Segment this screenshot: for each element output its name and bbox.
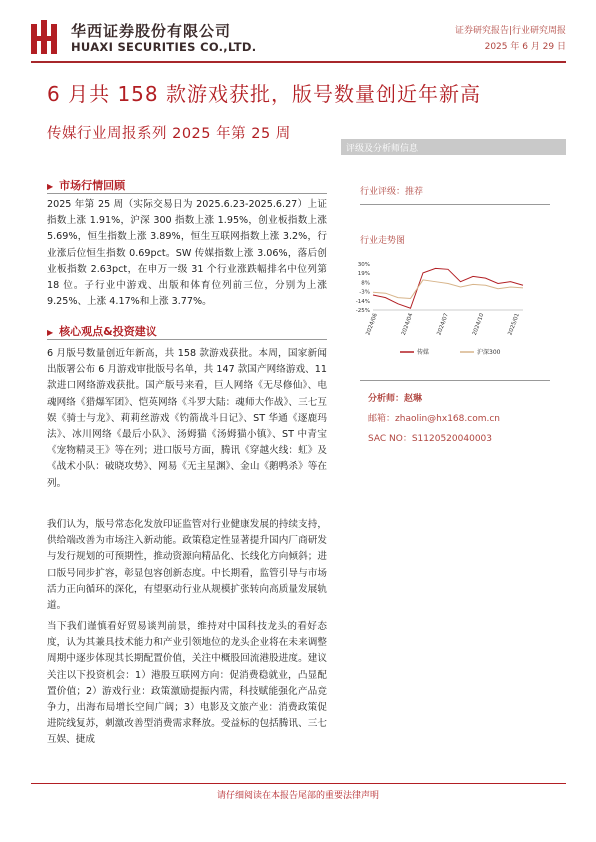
core-paragraph-2: 我们认为，版号常态化发放印证监管对行业健康发展的持续支持，供给端改善为市场注入新动能。政策稳定性显著提升国内厂商研发与发行规划的可预期性，推动资源向精品化、长线化方向倾斜；进口版号同步扩容，彰显包容创新态度。中长期看，监管引导与市场活力正向循环的深化，有望驱动行业从规模扩张转向高质量发展轨道。 [47, 519, 327, 612]
x-tick-label: 2025/01 [507, 312, 521, 337]
huaxi-logo-icon [31, 20, 63, 56]
core-paragraph-3: 当下我们谨慎看好贸易谈判前景，维持对中国科技龙头的看好态度，认为其兼具技术能力和产业引领地位的龙头企业将在未来调整周期中逐步体现其长期配置价值，关注中概股回流港股进度。建议关注以下投资机会：1）港股互联网方向：促消费稳就业，凸显配置价值；2）游戏行业：政策激励提振内需，科技赋能强化产品竞争力，出海布局增长空间广阔；3）电影及文旅产业：消费政策促进院线复苏，刺激改善型消费需求释放。受益标的包括腾讯、三七互娱、捷成 [47, 621, 327, 746]
section-heading-core: ▶ 核心观点&投资建议 [47, 325, 157, 338]
sac-value: S1120520040003 [411, 434, 492, 444]
market-review-paragraph: 2025 年第 25 周（实际交易日为 2025.6.23-2025.6.27）上证指数上涨 1.91%，沪深 300 指数上涨 1.95%，创业板指数上涨 5.69%，恒生指数上涨 3.89%，恒生互联网指数上涨 3.2%，行业涨后位恒生指数 0.69pct。SW 传媒指数上涨 3.06%，落后创业板指数 2.63pct，在申万一级 31 个行业涨跌幅排名中位列第 18 位。子行业中游戏、出版和体育位列前三位，分别为上涨 9.25%、上涨 4.17%和上涨 3.77%。 [47, 199, 327, 308]
sidebar-header-bar [341, 139, 566, 155]
triangle-bullet-icon: ▶ [47, 182, 54, 191]
section-divider [47, 193, 327, 194]
x-tick-label: 2024/06 [365, 312, 379, 337]
core-paragraph-1: 6 月版号数量创近年新高，共 158 款游戏获批。本周，国家新闻出版署公布 6 月游戏审批版号名单，共 147 款国产网络游戏、11 款进口网络游戏获批。国产版号来看，巨人网络《无尽修仙》、电魂网络《猎爆军团》、恺英网络《斗罗大陆：魂师大作战》、三七互娱《骑士与龙》、莉莉丝游戏《钓箭战斗日记》、ST 华通《逐鹿玛法》、冰川网络《最后小队》、汤姆猫《汤姆猫小镇》、ST 中青宝《宠物精灵王》等在列；进口版号方面，腾讯《穿越火线：虹》及《战术小队：破晓攻势》、网易《无主星渊》、金山《鹅鸭杀》等在列。 [47, 348, 327, 489]
y-tick-label: -14% [355, 298, 370, 305]
trend-chart-label: 行业走势图 [360, 236, 406, 246]
legal-disclaimer: 请仔细阅读在本报告尾部的重要法律声明 [216, 791, 379, 801]
analyst-label: 分析师： [368, 394, 405, 404]
x-tick-label: 2024/07 [436, 312, 450, 337]
report-title: 6 月共 158 款游戏获批，版号数量创近年新高 [47, 82, 481, 106]
company-name-en: HUAXI SECURITIES CO.,LTD. [71, 40, 257, 54]
report-date: 2025 年 6 月 29 日 [484, 42, 566, 52]
sac-row [368, 431, 492, 444]
footer-divider [31, 783, 566, 784]
sidebar-header-title: 评级及分析师信息 [346, 144, 419, 154]
industry-trend-chart [345, 258, 535, 363]
x-tick-label: 2024/04 [400, 312, 415, 337]
y-tick-label: 8% [361, 280, 370, 287]
y-tick-label: -3% [359, 289, 370, 296]
report-subtitle: 传媒行业周报系列 2025 年第 25 周 [47, 126, 291, 142]
section-heading-market: ▶ 市场行情回顾 [47, 179, 126, 192]
company-name-cn: 华西证券股份有限公司 [71, 22, 232, 40]
sac-label: SAC NO： [368, 434, 412, 444]
x-tick-label: 2024/10 [471, 312, 486, 337]
email-label: 邮箱： [368, 414, 396, 424]
section-divider [47, 339, 327, 340]
analyst-name: 赵琳 [404, 394, 423, 404]
y-tick-label: -25% [355, 308, 370, 314]
header-divider [31, 61, 566, 63]
email-value[interactable]: zhaolin@hx168.com.cn [395, 414, 500, 424]
legend-label: 传媒 [417, 349, 430, 356]
rating-label: 行业评级： [360, 187, 406, 197]
sidebar-divider [360, 204, 550, 205]
report-category: 证券研究报告|行业研究周报 [454, 26, 566, 36]
y-tick-label: 30% [357, 262, 370, 268]
triangle-bullet-icon: ▶ [47, 328, 54, 337]
sidebar-divider [360, 380, 550, 381]
y-tick-label: 19% [357, 271, 370, 278]
analyst-row [368, 391, 422, 404]
legend-label: 沪深300 [477, 349, 501, 356]
rating-value: 推荐 [405, 187, 424, 197]
email-row [368, 411, 500, 424]
rating-row [360, 184, 423, 197]
